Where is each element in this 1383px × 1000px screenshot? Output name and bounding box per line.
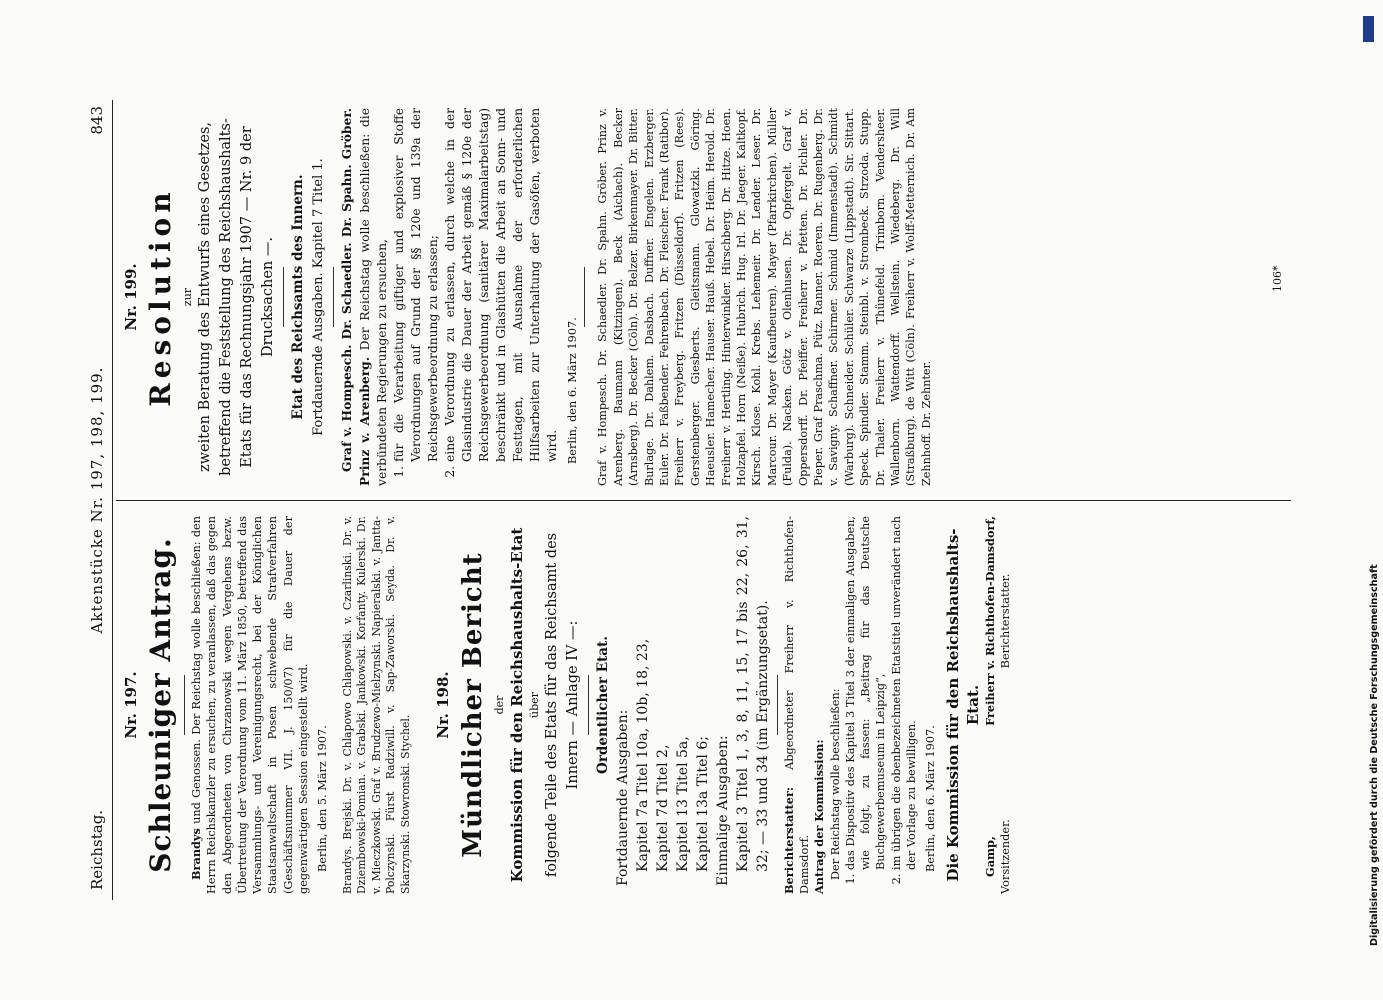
rotated-document-page bbox=[86, 100, 1296, 900]
left-column bbox=[120, 516, 1013, 894]
kapitel-line: Kapitel 13a Titel 6; bbox=[694, 736, 711, 872]
resolution-item: 2. eine Verordnung zu erlassen, durch welche in der Glasindustrie die Dauer der Arbeit gemäß § 120e der Reichsgewerbeordnung (sanitärer Maximalarbeitstag) beschränkt und in Glashütten die Arbeit an Sonn- und Festtagen, mit Ausnahme der erforderlichen Hilfsarbeiten zur Unterhaltung der Gasöfen, verboten wird. bbox=[442, 108, 561, 462]
etat-subheading: Fortdauernde Ausgaben. Kapitel 7 Titel 1. bbox=[311, 158, 326, 436]
rapporteur-role: Berichterstatter. bbox=[998, 573, 1012, 669]
rapporteur-name: Freiherr v. Richthofen-Damsdorf, bbox=[982, 516, 997, 726]
resolution-list bbox=[391, 108, 561, 486]
document-198 bbox=[432, 516, 1014, 894]
kapitel-line: Kapitel 7d Titel 2, bbox=[654, 744, 671, 872]
einmalige-text: Kapitel 3 Titel 1, 3, 8, 11, 15, 17 bis 22, 26, 31, 32; — 33 und 34 (im Ergänzungsetat). bbox=[734, 516, 771, 872]
signature-block bbox=[983, 516, 1014, 894]
document-197 bbox=[120, 516, 414, 894]
chair-name: Gamp, bbox=[982, 836, 997, 877]
antrag-label: Antrag der Kommission: bbox=[812, 739, 827, 894]
movers: Graf v. Hompesch. Dr. Schaedler. Dr. Spahn. Gröber. Prinz v. Arenberg. bbox=[339, 108, 372, 486]
berichterstatter-text: Abgeordneter Freiherr v. Richthofen-Damsdorf. bbox=[782, 516, 811, 894]
doc-title: Resolution bbox=[144, 187, 177, 407]
header-left: Reichstag. bbox=[88, 809, 106, 890]
sheet-mark: 106* bbox=[1271, 265, 1284, 292]
antrag-item: 2. im übrigen die obenbezeichneten Etatstitel unverändert nach der Vorlage zu bewilligen. bbox=[889, 516, 920, 870]
doc-number: Nr. 199. bbox=[122, 263, 140, 331]
date: Berlin, den 6. März 1907. bbox=[924, 725, 938, 872]
ordentlicher-etat: Ordentlicher Etat. bbox=[594, 636, 611, 774]
divider bbox=[283, 267, 284, 327]
signatories: Brandys. Brejski. Dr. v. Chlapowo Chlapowski. v. Czarlinski. Dr. v. Dziembowski-Pomian. v. Grabski. Jankowski. Korfanty. Kulerski. Dr. v. Mieczkowski. Graf v. Brudzewo-Mielzynski. Napieralski. v. Jantta-Polczynski. Fürst Radziwill. v. Sap-Zaworski. Seyda. Dr. v. Skarzynski. Stowronski. Stychel. bbox=[340, 516, 413, 894]
header-rule bbox=[112, 100, 113, 900]
divider bbox=[184, 675, 185, 735]
doc-number: Nr. 197. bbox=[122, 671, 140, 739]
running-header bbox=[86, 100, 108, 900]
motion-text: und Genossen. Der Reichstag wolle beschließen: den Herrn Reichskanzler zu ersuchen, zu veranlassen, daß das gegen den Abgeordneten von Chrzanowski wegen Vergehens bezw. Übertretung der Verordnung vom 11. März 1850, betreffend das Versammlungs- und Vereinigungsrecht, bei der Königlichen Staatsanwaltschaft in Posen schwebende Strafverfahren (Geschäftsnummer VII. J. 150/07) für die Dauer der gegenwärtigen Session eingestellt wird. bbox=[190, 515, 311, 894]
resolution-intro: Der Reichstag wolle beschließen: die verbündeten Regierungen zu ersuchen, bbox=[358, 108, 389, 486]
resolution-subject: zweiten Beratung des Entwurfs eines Gesetzes, betreffend die Feststellung des Reichshaushalts-Etats für das Rechnungsjahr 1907 — Nr. 9 der Drucksachen —. bbox=[197, 118, 276, 476]
kapitel-line: Kapitel 13 Titel 5a, bbox=[674, 736, 691, 872]
etat-heading: Etat des Reichsamts des Innern. bbox=[290, 174, 306, 420]
divider bbox=[777, 675, 778, 735]
antrag-intro: Der Reichstag wolle beschließen: bbox=[828, 688, 842, 880]
einmalige-heading: Einmalige Ausgaben: bbox=[714, 735, 731, 886]
subject: folgende Teile des Etats für das Reichsamt des Innern — Anlage IV —: bbox=[543, 532, 581, 878]
antrag-list bbox=[843, 516, 919, 894]
connector-ueber: über bbox=[527, 692, 541, 718]
chair-role: Vorsitzender. bbox=[998, 819, 1012, 894]
page-number: 843 bbox=[88, 106, 106, 135]
connector-der: der bbox=[492, 695, 506, 715]
document-199 bbox=[120, 108, 934, 486]
doc-number: Nr. 198. bbox=[433, 671, 452, 739]
dfg-logo-icon bbox=[1363, 16, 1374, 42]
header-center: Aktenstücke Nr. 197, 198, 199. bbox=[88, 366, 106, 634]
connector-zur: zur bbox=[181, 287, 194, 307]
signatories: Graf v. Hompesch. Dr. Schaedler. Dr. Spahn. Gröber. Prinz v. Arenberg. Baumann (Kitzingen). Beck (Aichach). Becker (Arnsberg). Dr. Becker (Cöln). Dr. Belzer. Birkenmayer. Dr. Bitter. Burlage. Dr. Dahlem. Dasbach. Duffner. Engelen. Erzberger. Euler. Dr. Faßbender. Fehrenbach. Dr. Fleischer. Frank (Ratibor). Freiherr v. Freyberg. Fritzen (Düsseldorf). Fritzen (Rees). Gerstenberger. Giesberts. Gleitsmann. Glowatzki. Göring. Haeusler. Hamecher. Hauser. Hauß. Hebel. Dr. Heim. Herold. Dr. Freiherr v. Hertling. Hinterwinkler. Hirschberg. Dr. Hitze. Hoen. Holzapfel. Horn (Neiße). Hubrich. Hug. Irl. Dr. Jaeger. Kaltkopf. Kirsch. Klose. Kohl. Krebs. Lehemeir. Dr. Lender. Leser. Dr. Marcour. Dr. Mayer (Kaufbeuren). Mayer (Pfarrkirchen). Müller (Fulda). Nacken. Götz v. Olenhusen. Dr. Opfergelt. Graf v. Oppersdorff. Dr. Pfeiffer. Freiherr v. Pfetten. Dr. Pichler. Dr. Pieper. Graf Praschma. Pütz. Ranner. Roeren. Dr. Rugenberg. Dr. v. Savigny. Schaffner. Schirmer. Schmid (Immenstadt). Schmidt (Warburg). Schneider. Schüler. Schwarze (Lippstadt). Sir. Sittart. Speck. Spindler. Stamm. Steinbl. v. Strombeck. Strzoda. Stupp. Dr. Thaler. Freiherr v. Thünefeld. Trimborn. Vendersheer. Wallenborn. Wattendorff. Wellstein. Wiedeberg. Dr. Will (Straßburg). de Witt (Cöln). Freiherr v. Wolff-Metternich. Dr. Am Zehnhoff. Dr. Zehnter. bbox=[596, 108, 933, 486]
berichterstatter-label: Berichterstatter: bbox=[781, 786, 796, 894]
movers: Brandys bbox=[189, 828, 203, 880]
doc-title: Schleuniger Antrag. bbox=[144, 537, 177, 873]
antrag-item: 1. das Dispositiv des Kapitel 3 Titel 3 der einmaligen Ausgaben, wie folgt, zu fassen: „Beitrag für das Deutsche Buchgewerbemuseum in Leipzig“, bbox=[843, 516, 889, 870]
doc-title: Mündlicher Bericht bbox=[457, 552, 488, 858]
fortdauernde-heading: Fortdauernde Ausgaben: bbox=[614, 709, 631, 886]
commission-name: Kommission für den Reichshaushalts-Etat bbox=[507, 527, 526, 883]
divider bbox=[584, 267, 585, 327]
date: Berlin, den 6. März 1907. bbox=[566, 317, 579, 464]
divider bbox=[333, 267, 334, 327]
resolution-item: 1. für die Verarbeitung giftiger und explosiver Stoffe Verordnungen auf Grund der §§ 120e und 139a der Reichsgewerbeordnung zu erlassen; bbox=[391, 108, 442, 462]
divider bbox=[588, 675, 589, 735]
right-column bbox=[120, 108, 934, 486]
kapitel-line: Kapitel 7a Titel 10a, 10b, 18, 23, bbox=[634, 638, 651, 872]
digitization-strip bbox=[1358, 6, 1378, 996]
column-divider bbox=[116, 500, 1291, 501]
closing-line: Die Kommission für den Reichshaushalts-Etat. bbox=[943, 528, 982, 882]
digitization-note: Digitalisierung gefördert durch die Deutsche Forschungsgemeinschaft bbox=[1369, 564, 1380, 946]
date: Berlin, den 5. März 1907. bbox=[316, 725, 330, 872]
